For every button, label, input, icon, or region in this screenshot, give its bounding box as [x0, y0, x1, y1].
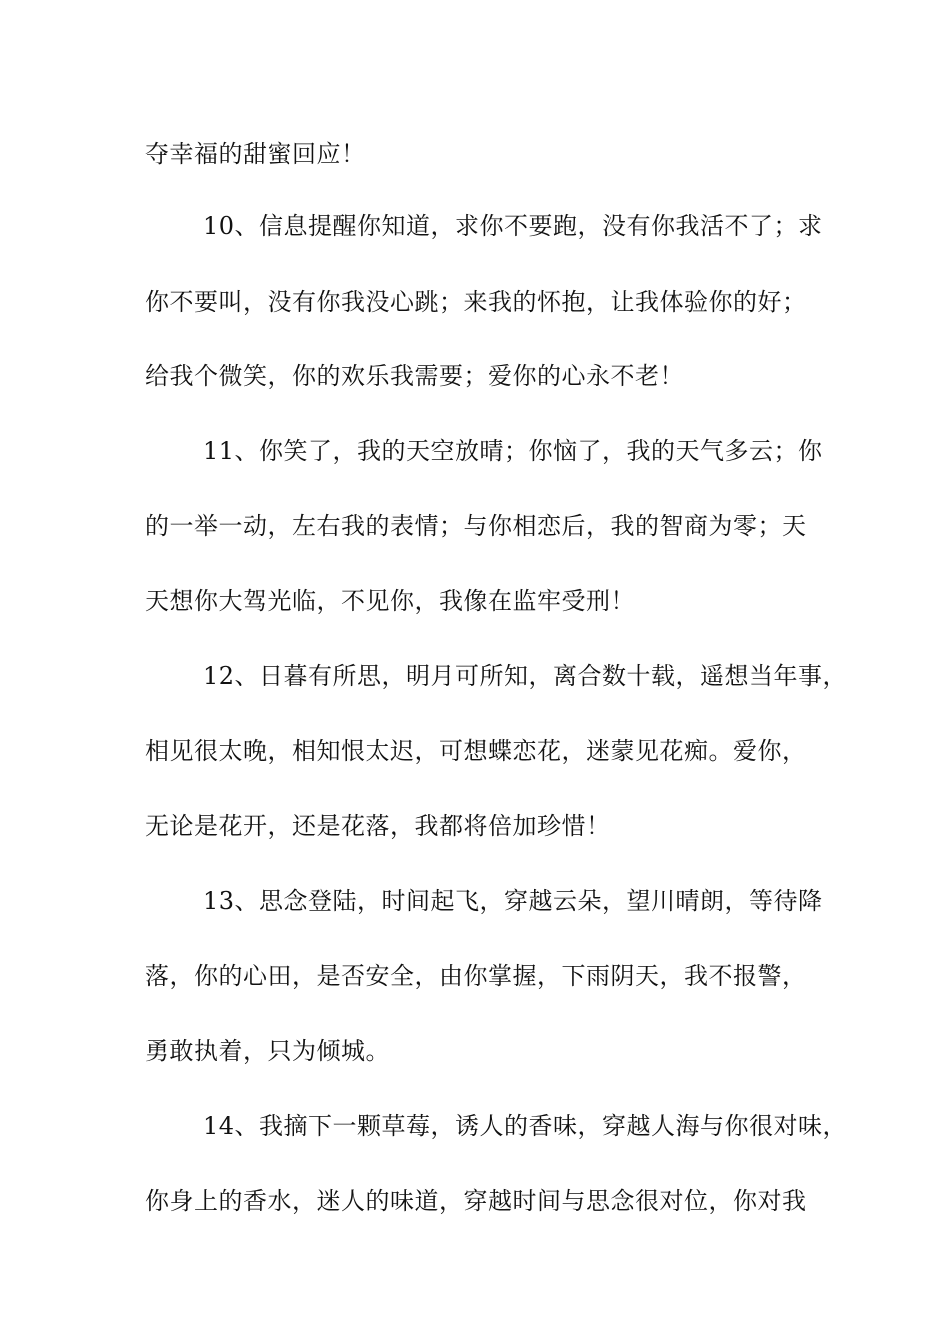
paragraph-14-line: 14、我摘下一颗草莓，诱人的香味，穿越人海与你很对味，: [203, 1112, 848, 1140]
text-line: 你不要叫，没有你我没心跳；来我的怀抱，让我体验你的好；: [145, 288, 807, 316]
paragraph-12-line: 12、日暮有所思，明月可所知，离合数十载，遥想当年事，: [203, 662, 848, 690]
paragraph-11-line: 11、你笑了，我的天空放晴；你恼了，我的天气多云；你: [203, 437, 823, 465]
text-line: 的一举一动，左右我的表情；与你相恋后，我的智商为零；天: [145, 512, 807, 540]
text-line: 无论是花开，还是花落，我都将倍加珍惜！: [145, 812, 611, 840]
text-line: 相见很太晚，相知恨太迟，可想蝶恋花，迷蒙见花痴。爱你，: [145, 737, 807, 765]
text-line: 勇敢执着，只为倾城。: [145, 1037, 390, 1065]
paragraph-10-line: 10、信息提醒你知道，求你不要跑，没有你我活不了；求: [203, 212, 823, 240]
text-line: 你身上的香水，迷人的味道，穿越时间与思念很对位，你对我: [145, 1187, 807, 1215]
text-line: 落，你的心田，是否安全，由你掌握，下雨阴天，我不报警，: [145, 962, 807, 990]
text-line: 夺幸福的甜蜜回应！: [145, 140, 366, 168]
text-line: 给我个微笑，你的欢乐我需要；爱你的心永不老！: [145, 362, 684, 390]
text-line: 天想你大驾光临，不见你，我像在监牢受刑！: [145, 587, 635, 615]
paragraph-13-line: 13、思念登陆，时间起飞，穿越云朵，望川晴朗，等待降: [203, 887, 823, 915]
